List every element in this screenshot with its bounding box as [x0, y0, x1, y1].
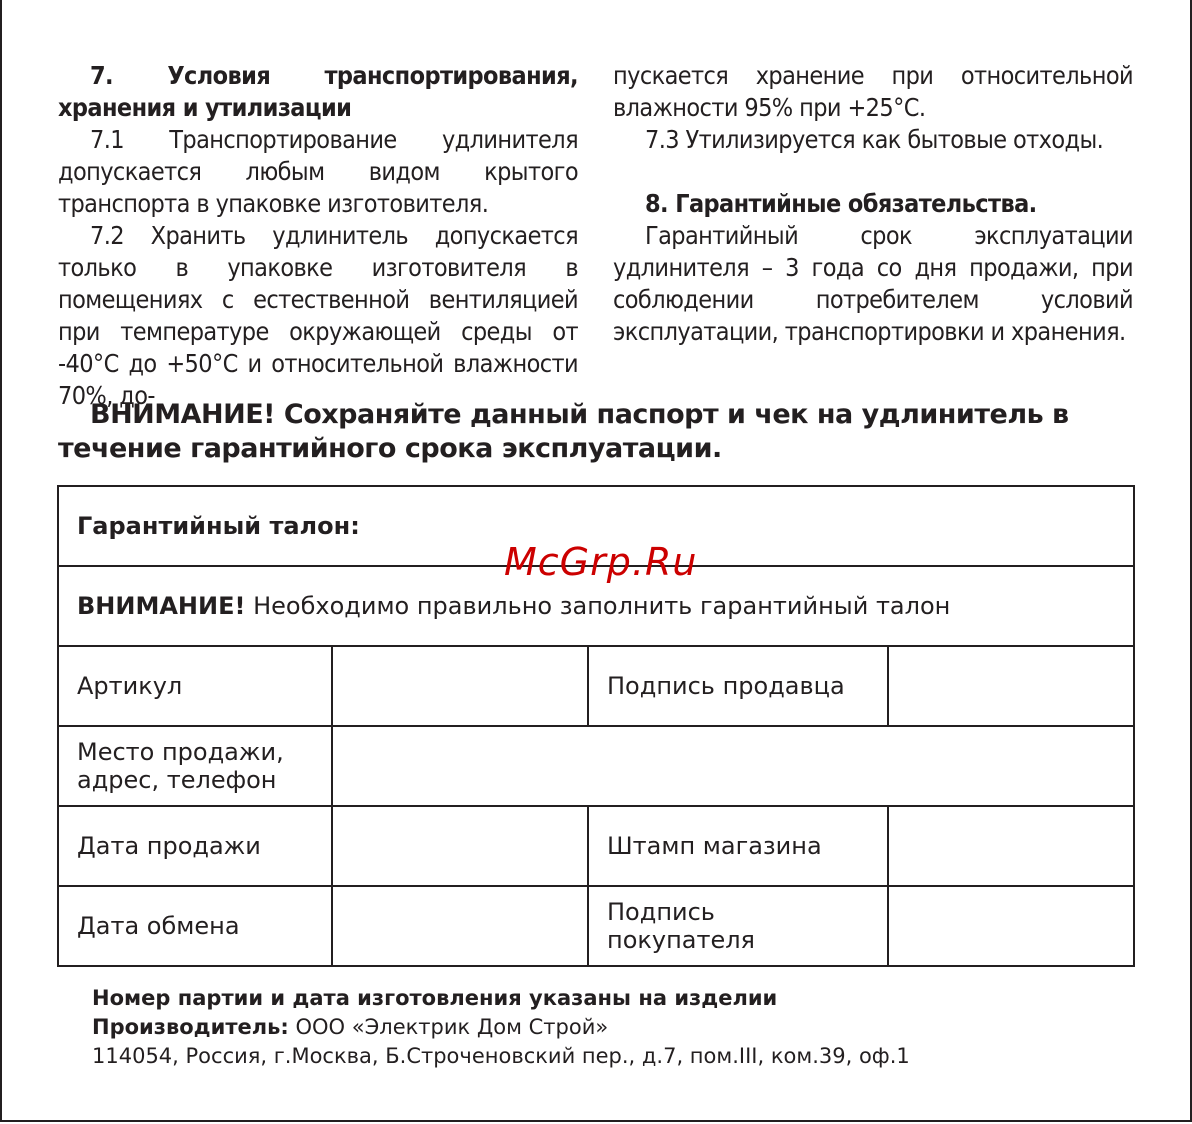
- manufacturer-name: ООО «Электрик Дом Строй»: [288, 1015, 609, 1039]
- paragraph-7-3: 7.3 Утилизируется как бытовые отходы.: [645, 125, 1104, 154]
- shop-stamp-field[interactable]: [888, 806, 1134, 886]
- paragraph-7-1: 7.1 Транспортирование удлинителя допускается любым видом крытого транспорта в упаковке изготовителя.: [58, 125, 578, 218]
- exchange-date-field[interactable]: [332, 886, 588, 966]
- left-column: [58, 60, 578, 412]
- article-label: Артикул: [58, 646, 332, 726]
- attention-note: ВНИМАНИЕ! Сохраняйте данный паспорт и чек на удлинитель в течение гарантийного срока эксплуатации.: [58, 399, 1069, 464]
- exchange-date-label: Дата обмена: [58, 886, 332, 966]
- manufacturer-address: 114054, Россия, г.Москва, Б.Строченовский пер., д.7, пом.III, ком.39, оф.1: [92, 1044, 910, 1068]
- seller-signature-label: Подпись продавца: [588, 646, 888, 726]
- section8-heading: 8. Гарантийные обязательства.: [645, 189, 1037, 218]
- buyer-signature-field[interactable]: [888, 886, 1134, 966]
- note-text: Необходимо правильно заполнить гарантийный талон: [245, 592, 951, 620]
- shop-stamp-label: Штамп магазина: [588, 806, 888, 886]
- watermark: McGrp.Ru: [504, 540, 698, 584]
- manufacturer-label: Производитель:: [92, 1015, 289, 1039]
- right-column: [613, 60, 1133, 348]
- batch-note: Номер партии и дата изготовления указаны на изделии: [92, 986, 778, 1010]
- buyer-signature-label: Подпись покупателя: [588, 886, 888, 966]
- section7-heading: 7. Условия транспортирования, хранения и утилизации: [58, 61, 578, 122]
- sale-date-field[interactable]: [332, 806, 588, 886]
- warranty-card-title: Гарантийный талон:: [58, 486, 1134, 566]
- paragraph-8: Гарантийный срок эксплуатации удлинителя – 3 года со дня продажи, при соблюдении потребителем условий эксплуатации, транспортировки и хранения.: [613, 221, 1133, 346]
- place-of-sale-label: Место продажи, адрес, телефон: [58, 726, 332, 806]
- paragraph-7-2: 7.2 Хранить удлинитель допускается только в упаковке изготовителя в помещениях с естественной вентиляцией при температуре окружающей среды от -40°С до +50°С и относительной влажности 70%, до-: [58, 221, 578, 410]
- manufacturer-line: [92, 1013, 910, 1042]
- sale-date-label: Дата продажи: [58, 806, 332, 886]
- place-of-sale-field[interactable]: [332, 726, 1134, 806]
- seller-signature-field[interactable]: [888, 646, 1134, 726]
- article-field[interactable]: [332, 646, 588, 726]
- footer: [92, 984, 910, 1071]
- paragraph-7-2-continued: пускается хранение при относительной влажности 95% при +25°С.: [613, 61, 1133, 122]
- note-bold: ВНИМАНИЕ!: [77, 592, 246, 620]
